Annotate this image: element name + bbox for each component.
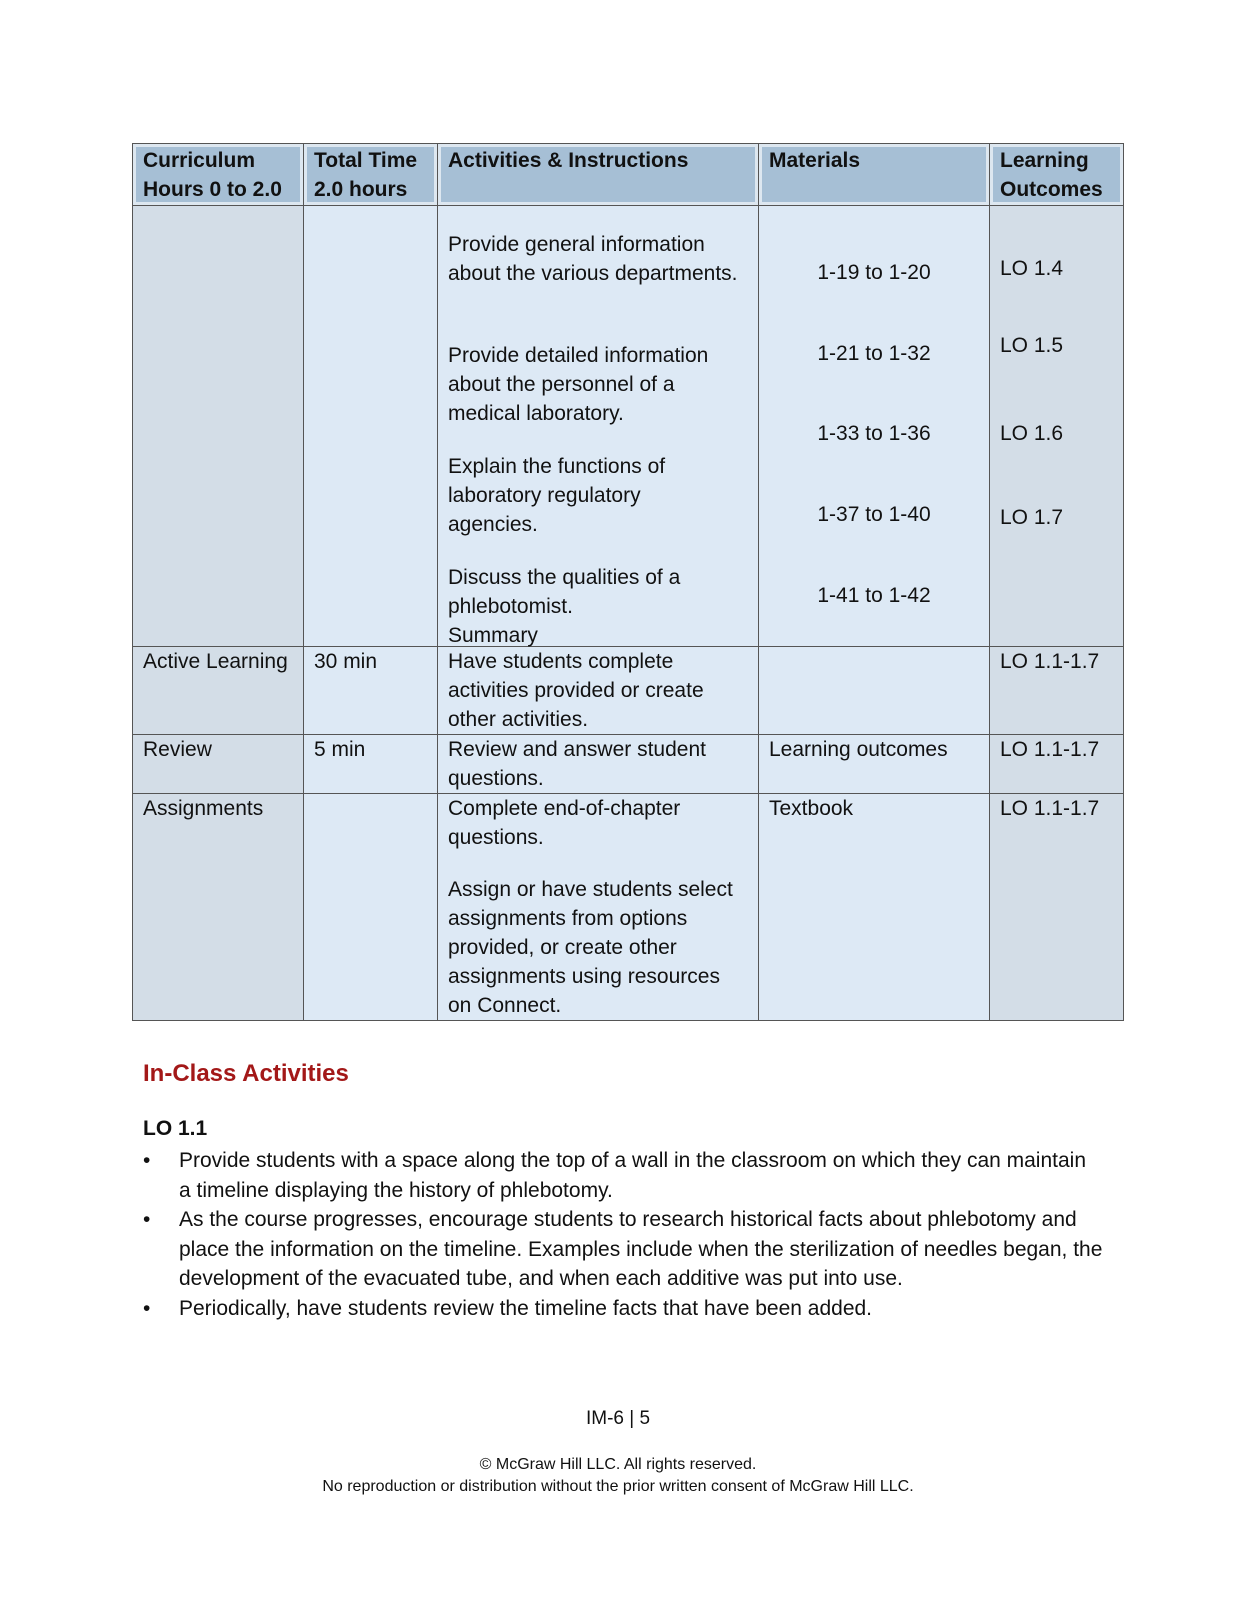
header-activities: Activities & Instructions: [438, 144, 759, 206]
table-header-row: [133, 144, 1124, 206]
bullet-icon: •: [143, 1149, 151, 1172]
cell-curriculum: Review: [133, 735, 304, 794]
cell-materials: [759, 206, 990, 647]
cell-materials: [759, 647, 990, 735]
header-materials: Materials: [759, 144, 990, 206]
cell-outcomes: LO 1.1-1.7: [990, 735, 1124, 794]
cell-activities: Have students complete activities provided or create other activities.: [438, 647, 759, 735]
material-item: 1-21 to 1-32: [817, 342, 931, 365]
outcome-item: LO 1.7: [1000, 506, 1064, 529]
cell-activities: [438, 206, 759, 647]
activity-text: Provide detailed information about the personnel of a medical laboratory.: [448, 344, 709, 425]
cell-curriculum: Active Learning: [133, 647, 304, 735]
table-row: [133, 794, 1124, 1021]
section-subheading: LO 1.1: [143, 1117, 208, 1140]
cell-curriculum: Assignments: [133, 794, 304, 1021]
list-item: • Provide students with a space along the top of a wall in the classroom on which they can maintain a timeline displaying the history of phlebotomy.: [143, 1146, 1103, 1205]
activity-text: Explain the functions of laboratory regulatory agencies.: [448, 455, 666, 536]
cell-materials: Textbook: [759, 794, 990, 1021]
activity-bullet-list: [143, 1146, 1103, 1323]
bullet-icon: •: [143, 1208, 151, 1231]
cell-time: 30 min: [304, 647, 438, 735]
table-row: [133, 735, 1124, 794]
table-row: [133, 206, 1124, 647]
lesson-plan-table: [132, 143, 1124, 1021]
material-item: 1-19 to 1-20: [817, 261, 931, 284]
material-item: 1-41 to 1-42: [817, 584, 931, 607]
activity-text: Summary: [448, 624, 538, 647]
outcome-item: LO 1.5: [1000, 334, 1064, 357]
cell-time: [304, 206, 438, 647]
table-row: [133, 647, 1124, 735]
activity-text: Discuss the qualities of a phlebotomist.: [448, 566, 681, 618]
material-item: 1-37 to 1-40: [817, 503, 931, 526]
page-number: IM-6 | 5: [585, 1408, 651, 1429]
list-item: • Periodically, have students review the timeline facts that have been added.: [143, 1294, 1103, 1324]
cell-activities: Review and answer student questions.: [438, 735, 759, 794]
header-learning-outcomes: Learning Outcomes: [990, 144, 1124, 206]
bullet-icon: •: [143, 1296, 151, 1320]
material-item: 1-33 to 1-36: [817, 422, 931, 445]
section-heading: In-Class Activities: [143, 1060, 349, 1087]
cell-curriculum: [133, 206, 304, 647]
cell-time: 5 min: [304, 735, 438, 794]
copyright-footer: © McGraw Hill LLC. All rights reserved. No reproduction or distribution without the prior written consent of McGraw Hill LLC.: [322, 1456, 914, 1495]
header-total-time: Total Time 2.0 hours: [304, 144, 438, 206]
cell-outcomes: LO 1.1-1.7: [990, 794, 1124, 1021]
header-curriculum: Curriculum Hours 0 to 2.0: [133, 144, 304, 206]
outcome-item: LO 1.6: [1000, 422, 1064, 445]
cell-outcomes: LO 1.1-1.7: [990, 647, 1124, 735]
cell-outcomes: [990, 206, 1124, 647]
cell-time: [304, 794, 438, 1021]
cell-activities: Complete end-of-chapter questions. Assign or have students select assignments from options provided, or create other assignments using resources on Connect.: [438, 794, 759, 1021]
list-item: • As the course progresses, encourage students to research historical facts about phlebotomy and place the information on the timeline. Examples include when the sterilization of needles began, the development of the evacuated tube, and when each additive was put into use.: [143, 1205, 1103, 1294]
cell-materials: Learning outcomes: [759, 735, 990, 794]
activity-text: Provide general information about the various departments.: [448, 233, 738, 285]
outcome-item: LO 1.4: [1000, 257, 1064, 280]
